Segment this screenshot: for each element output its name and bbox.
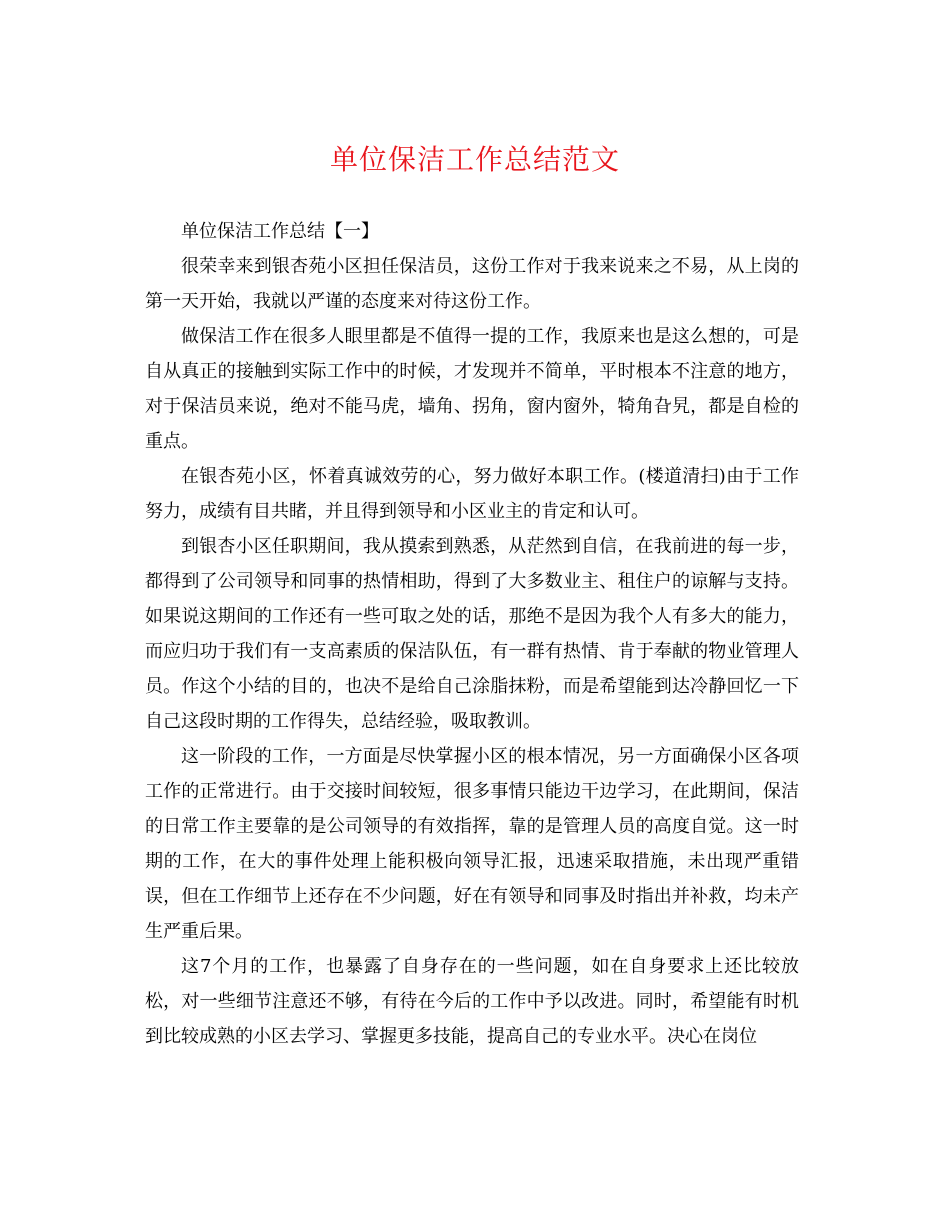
paragraph: 在银杏苑小区，怀着真诚效劳的心，努力做好本职工作。(楼道清扫)由于工作努力，成绩有目共睹，并且得到领导和小区业主的肯定和认可。 bbox=[145, 466, 799, 522]
section-heading: 单位保洁工作总结【一】 bbox=[181, 221, 379, 242]
paragraph: 到银杏小区任职期间，我从摸索到熟悉，从茫然到自信，在我前进的每一步，都得到了公司领导和同事的热情相助，得到了大多数业主、租住户的谅解与支持。如果说这期间的工作还有一些可取之处的话，那绝不是因为我个人有多大的能力，而应归功于我们有一支高素质的保洁队伍，有一群有热情、肯于奉献的物业管理人员。作这个小结的目的，也决不是给自己涂脂抹粉，而是希望能到达冷静回忆一下自己这段时期的工作得失，总结经验，吸取教训。 bbox=[145, 536, 799, 732]
document-body bbox=[145, 214, 799, 1054]
paragraph: 这7个月的工作，也暴露了自身存在的一些问题，如在自身要求上还比较放松，对一些细节注意还不够，有待在今后的工作中予以改进。同时，希望能有时机到比较成熟的小区去学习、掌握更多技能，提高自己的专业水平。决心在岗位 bbox=[145, 956, 799, 1047]
paragraph: 做保洁工作在很多人眼里都是不值得一提的工作，我原来也是这么想的，可是自从真正的接触到实际工作中的时候，才发现并不简单，平时根本不注意的地方，对于保洁员来说，绝对不能马虎，墙角、拐角，窗内窗外，犄角旮旯，都是自检的重点。 bbox=[145, 326, 799, 452]
paragraph: 很荣幸来到银杏苑小区担任保洁员，这份工作对于我来说来之不易，从上岗的第一天开始，我就以严谨的态度来对待这份工作。 bbox=[145, 256, 799, 312]
paragraph: 这一阶段的工作，一方面是尽快掌握小区的根本情况，另一方面确保小区各项工作的正常进行。由于交接时间较短，很多事情只能边干边学习，在此期间，保洁的日常工作主要靠的是公司领导的有效指挥，靠的是管理人员的高度自觉。这一时期的工作，在大的事件处理上能积极向领导汇报，迅速采取措施，未出现严重错误，但在工作细节上还存在不少问题，好在有领导和同事及时指出并补救，均未产生严重后果。 bbox=[145, 746, 799, 942]
document-title: 单位保洁工作总结范文 bbox=[329, 143, 620, 176]
